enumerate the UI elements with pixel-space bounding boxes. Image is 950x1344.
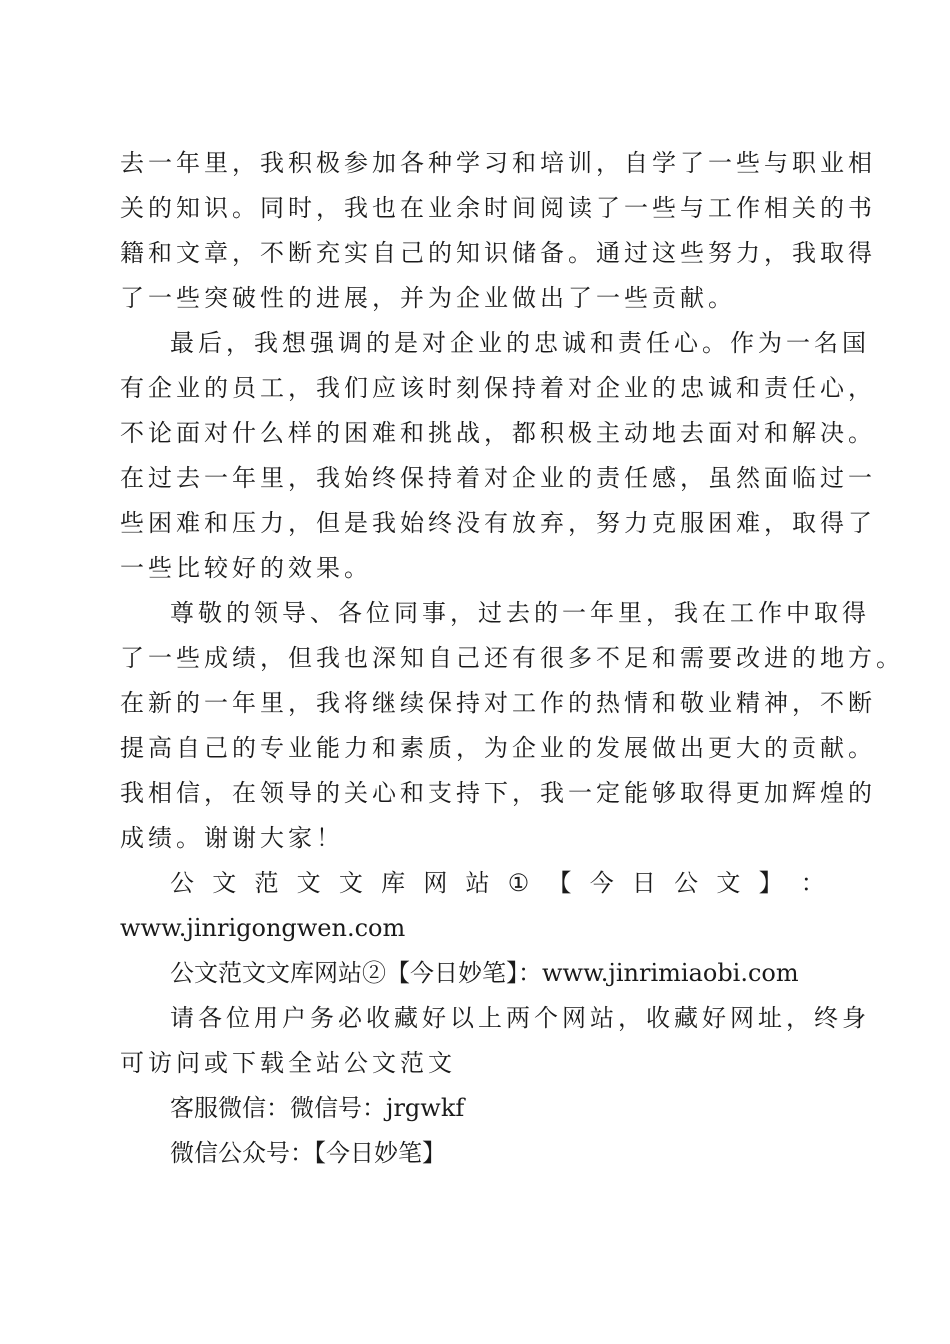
notice-block (120, 996, 870, 1086)
paragraph-learning (120, 141, 876, 321)
site-one-label (120, 861, 825, 906)
char: ① (507, 869, 530, 897)
char: 日 (631, 869, 656, 897)
official-account: 微信公众号：【今日妙笔】 (170, 1139, 446, 1167)
site-two-line: 公文范文文库网站②【今日妙笔】：www.jinrimiaobi.com (170, 959, 799, 987)
char: 【 (547, 869, 572, 897)
text-line: 些困难和压力，但是我始终没有放弃，努力克服困难，取得了 (120, 509, 876, 537)
text-line: 一些比较好的效果。 (120, 554, 372, 582)
char: 网 (423, 869, 448, 897)
char: 文 (212, 869, 237, 897)
char: ： (800, 869, 825, 897)
text-line: 籍和文章，不断充实自己的知识储备。通过这些努力，我取得 (120, 239, 876, 267)
text-line: 最后，我想强调的是对企业的忠诚和责任心。作为一名国 (170, 329, 870, 357)
text-line: 尊敬的领导、各位同事，过去的一年里，我在工作中取得 (170, 599, 870, 627)
site-one-block (120, 861, 825, 951)
char: 文 (338, 869, 363, 897)
char: 今 (589, 869, 614, 897)
paragraph-closing (120, 591, 904, 861)
char: 文 (716, 869, 741, 897)
document-page (120, 141, 904, 1176)
service-wechat: 客服微信：微信号：jrgwkf (170, 1094, 465, 1122)
text-line: 不论面对什么样的困难和挑战，都积极主动地去面对和解决。 (120, 419, 876, 447)
paragraph-loyalty (120, 321, 876, 591)
char: 站 (465, 869, 490, 897)
char: 公 (674, 869, 699, 897)
text-line: 了一些突破性的进展，并为企业做出了一些贡献。 (120, 284, 736, 312)
text-line: 在过去一年里，我始终保持着对企业的责任感，虽然面临过一 (120, 464, 876, 492)
text-line: 在新的一年里，我将继续保持对工作的热情和敬业精神，不断 (120, 689, 876, 717)
text-line: 成绩。谢谢大家！ (120, 824, 344, 852)
text-line: 我相信，在领导的关心和支持下，我一定能够取得更加辉煌的 (120, 779, 876, 807)
char: 范 (254, 869, 279, 897)
text-line: 了一些成绩，但我也深知自己还有很多不足和需要改进的地方。 (120, 644, 904, 672)
text-line: 关的知识。同时，我也在业余时间阅读了一些与工作相关的书 (120, 194, 876, 222)
text-line: 可访问或下载全站公文范文 (120, 1049, 456, 1077)
char: 公 (170, 869, 194, 897)
char: 】 (758, 869, 783, 897)
text-line: 提高自己的专业能力和素质，为企业的发展做出更大的贡献。 (120, 734, 876, 762)
site-one-url: www.jinrigongwen.com (120, 914, 406, 942)
text-line: 请各位用户务必收藏好以上两个网站，收藏好网址，终身 (170, 1004, 870, 1032)
char: 文 (296, 869, 321, 897)
text-line: 有企业的员工，我们应该时刻保持着对企业的忠诚和责任心， (120, 374, 876, 402)
char: 库 (381, 869, 406, 897)
text-line: 去一年里，我积极参加各种学习和培训，自学了一些与职业相 (120, 149, 876, 177)
